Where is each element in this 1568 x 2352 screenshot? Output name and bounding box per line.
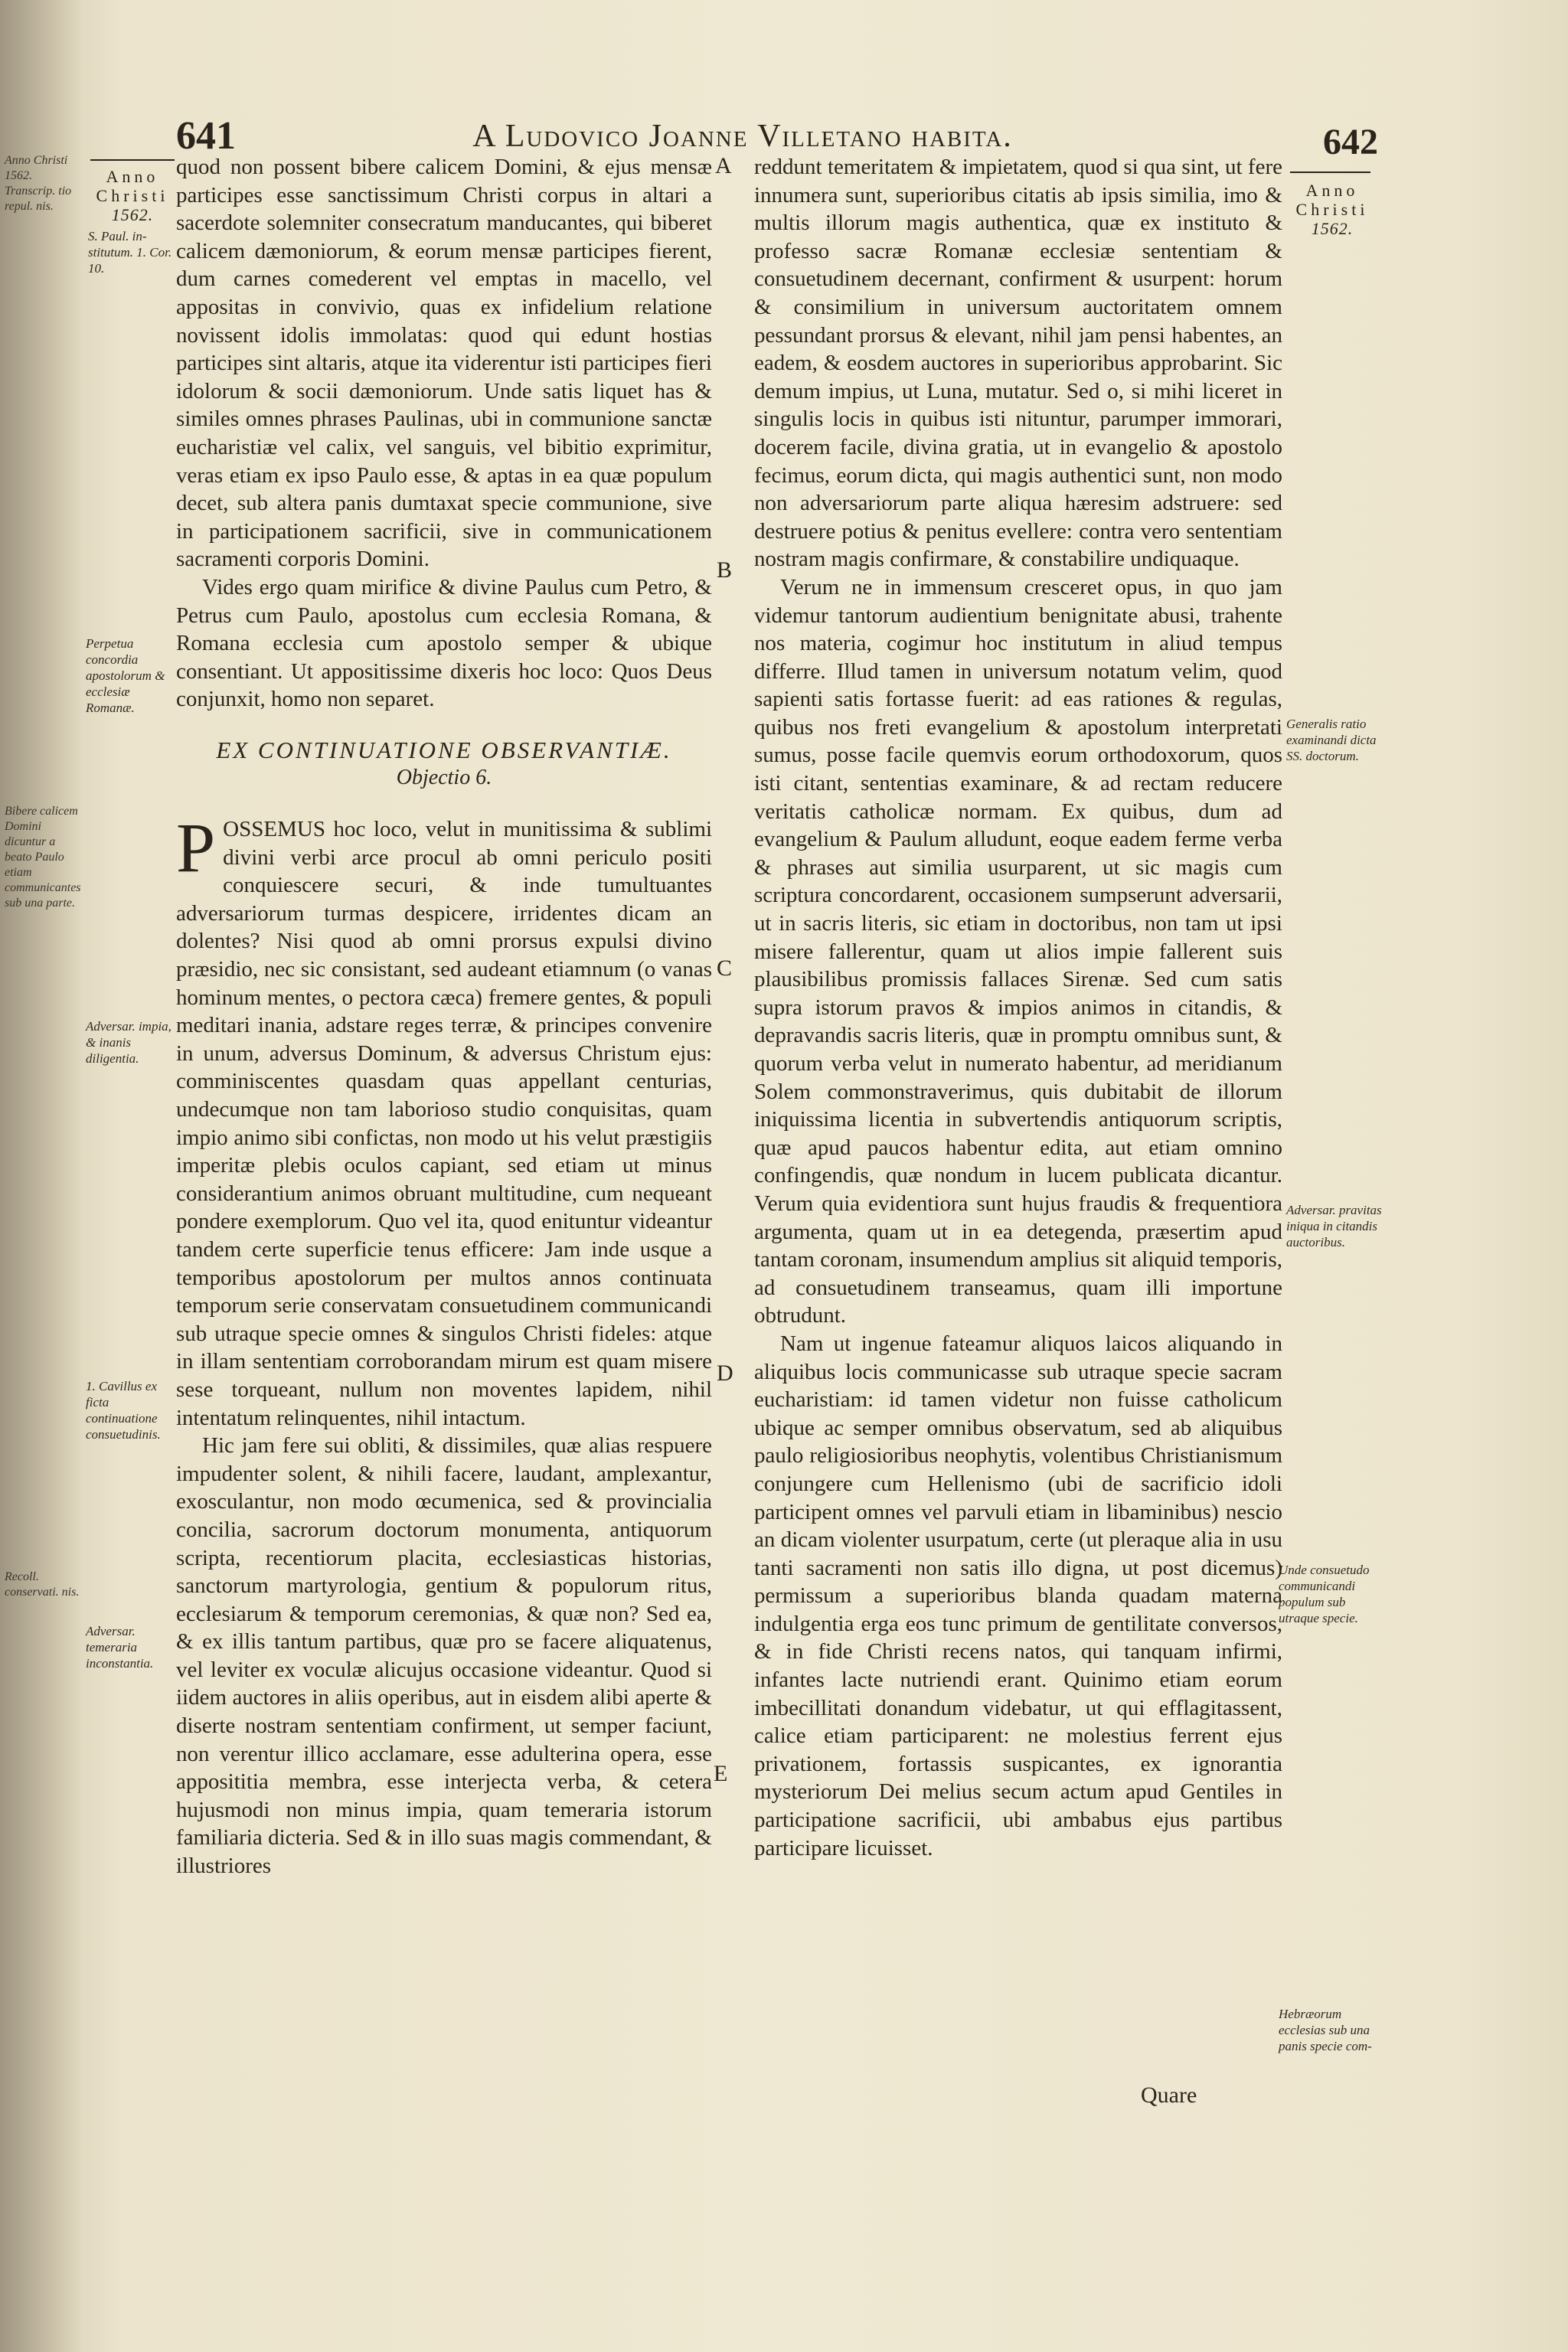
year-label-year: 1562. — [1311, 219, 1354, 238]
margin-note: Adversar. temeraria inconstantia. — [86, 1624, 154, 1671]
paragraph: Hic jam fere sui obliti, & dissimiles, quæ alias respuere impudenter solent, & nihili facere, laudant, amplexantur, exosculantur, non modo œcumenica, sed & provincialia concilia, sacrorum doctorum monumenta, antiquorum scripta, recentiorum placita, ecclesiasticas historias, sanctorum martyrologia, gentium & populorum ritus, ecclesiarum & temporum ceremonias, & quæ non? Sed ea, & ex illis tantum partibus, quæ pro se facere aliquatenus, vel leviter ex voculæ alicujus occasione videantur. Quod si iidem auctores in aliis operibus, aut in eisdem alibi aperte & diserte nostram sententiam confirment, ut semper faciunt, non verentur illico acclamare, esse adulterina opera, esse apposititia membra, esse interjecta verba, & cetera hujusmodi non minus impia, quam temeraria istorum familiaria dicteria. Sed & in illo suas magis commendant, & illustriores — [176, 1433, 712, 1879]
section-letter-a: A — [715, 153, 732, 178]
margin-note: Unde consuetudo communicandi populum sub utraque specie. — [1279, 1563, 1370, 1625]
section-letter-b: B — [717, 557, 733, 583]
paragraph: quod non possent bibere calicem Domini, & ejus mensæ participes esse sanctissimum Christi corpus in altari a sacerdote solemniter consecratum manducantes, qui biberet calicem dæmoniorum, & eorum mensæ participes fierent, dum carnes comederent vel emptas in macello, vel appositas in convivio, quas ex infidelium relatione novissent idolis immolatas: quod qui edunt hostias participes sint altaris, atque ita viderentur isti participes fieri idolorum & socii dæmoniorum. Unde satis liquet has & similes omnes phrases Paulinas, ubi in communione sanctæ eucharistiæ vel calix, vel sanguis, vel bibitio exprimitur, veras etiam ex ipso Paulo esse, & aptas in ea quæ populum decet, sub altera panis dumtaxat specie communione, sive in participationem sacrificii, sive in communicationem sacramenti corporis Domini. — [176, 155, 712, 572]
paragraph: Verum ne in immensum cresceret opus, in quo jam videmur tantorum audientium benignitate abusi, trahente nos materia, cogimur hoc institutum in aliud tempus differre. Illud tamen in universum notatum velim, quod sapienti satis fortasse fuerit: ad eas rationes & regulas, quibus nos freti evangelium & apostolum interpretati sumus, posse facile quemvis eorum orthodoxorum, quos isti citant, sententias examinare, & ad rectam reducere veritatis catholicæ normam. Ex quibus, dum ad evangelium & Paulum alludunt, eoque eadem ferme verba & phrases aut similia usurparent, ut sic magis cum scriptura concordarent, occasionem sumpserunt adversarii, ut in sacris literis, sic etiam in doctoribus, non tam ut ipsi misere fallerentur, quam ut alios impie fallerent suis plausibilibus promissis fallaces Sirenæ. Sed cum satis supra istorum pravos & impios animos in citandis, & depravandis sacris literis, quæ in promptu omnibus sunt, & quorum verba velut in numerato habentur, ad meridianum Solem commonstraverimus, quis dubitabit de illorum iniquissima licentia in subvertendis antiquorum scriptis, quæ apud paucos habentur edita, aut etiam omnino confingendis, quæ nondum in lucem publicata dicantur. Verum quia evidentiora sunt hujus fraudis & frequentiora argumenta, quam ut in ea detegenda, præsertim apud tantam coronam, insumendum amplius sit aliquid temporis, ad consuetudinem transeamus, quam illi importune obtrudunt. — [754, 574, 1282, 1328]
margin-note: Adversar. impia, & inanis diligentia. — [86, 1019, 172, 1066]
section-title: EX CONTINUATIONE OBSERVANTIÆ. — [216, 736, 672, 763]
margin-note: Adversar. pravitas iniqua in citandis auctoribus. — [1286, 1203, 1382, 1250]
edge-note: Recoll. conservati. nis. — [5, 1570, 80, 1599]
drop-cap: P — [176, 808, 216, 887]
margin-note: Hebræorum ecclesias sub una panis specie com- — [1279, 2007, 1372, 2053]
section-letter-d: D — [717, 1361, 733, 1386]
section-letter-c: C — [717, 956, 733, 981]
margin-note: Generalis ratio examinandi dicta SS. doctorum. — [1286, 717, 1377, 763]
paragraph — [176, 808, 712, 1432]
left-page-number: 641 — [176, 114, 236, 158]
right-page-number: 642 — [1323, 122, 1378, 162]
margin-rule — [90, 159, 175, 161]
running-title: A Ludovico Joanne Villetano habita. — [472, 119, 1013, 154]
year-label-christi: Christi — [96, 186, 169, 205]
edge-note: Anno Christi 1562. Transcrip. tio repul. nis. — [5, 154, 72, 213]
catchword: Quare — [1141, 2082, 1197, 2108]
lead-word: OSSEMUS — [223, 817, 325, 842]
objection-heading: Objectio 6. — [396, 766, 492, 790]
margin-note: S. Paul. in-stitutum. 1. Cor. 10. — [88, 229, 172, 276]
margin-year-right — [1290, 181, 1374, 238]
paragraph: Vides ergo quam mirifice & divine Paulus cum Petro, & Petrus cum Paulo, apostolus cum ecclesia Romana, & Romana ecclesia cum apostolo semper & ubique consentiant. Ut appositissime dixeris hoc loco: Quos Deus conjunxit, homo non separet. — [176, 574, 712, 712]
margin-note: 1. Cavillus ex ficta continuatione consuetudinis. — [86, 1379, 161, 1442]
margin-rule — [1290, 172, 1370, 173]
left-text-column — [176, 153, 712, 1880]
right-text-column — [754, 153, 1282, 1862]
paragraph: reddunt temeritatem & impietatem, quod si qua sint, ut fere innumera sunt, superioribus citatis ab ipsis similia, imo & multis illorum magis authentica, quæ ex instituto & professo sacræ Romanæ ecclesiæ sententiam & consuetudinem decernant, confirment & usurpent: horum & consimilium in universum auctoritatem omnem pessundant prorsus & elevant, nihil jam pensi habentes, an eadem, & eosdem auctores in superioribus approbarint. Sic demum impius, ut Luna, mutatur. Sed o, si mihi liceret in singulis locis in quibus isti nituntur, parumper immorari, docerem facile, divina gratia, ut in evangelio & apostolo fecimus, eorum dicta, qui magis authentici sunt, non modo non adversariorum parte aliqua hæresim adstruere: sed destruere potius & penitus evellere: contra vero sententiam nostram magis confirmare, & constabilire undiquaque. — [754, 155, 1282, 572]
section-letter-e: E — [714, 1761, 728, 1786]
year-label-year: 1562. — [111, 205, 154, 224]
year-label-anno: Anno — [1305, 181, 1359, 200]
edge-note: Bibere calicem Domini dicuntur a beato Paulo etiam communicantes sub una parte. — [5, 805, 81, 910]
binding-gutter — [0, 0, 84, 2352]
paragraph: Nam ut ingenue fateamur aliquos laicos aliquando in aliquibus locis communicasse sub utraque specie sacram eucharistiam: id tamen videtur non fuisse catholicum ubique ac semper omnibus observatum, sed ab aliquibus paulo religiosioribus neophytis, volentibus Christianismum conjungere cum Hellenismo (ubi de sacrificio idoli participent omnes vel parvuli etiam in libaminibus) nescio an dicam violenter usurpatum, certe (ut pleraque alia in usu tanti sacramenti non satis illo digna, ut post dicemus) permissum a superioribus blanda quadam materna indulgentia erga eos tunc primum de gentilitate conversos, & in fide Christi recens natos, qui tanquam infirmi, infantes lacte nutriendi erant. Quinimo etiam eorum imbecillitati donandum videbatur, ut qui efflagitassent, calice etiam participarent: ne molestius ferrent ejus privationem, fortassis suspicantes, ex ignorantia mysteriorum Dei melius secum actum apud Gentiles in participatione sacrificii, ubi ambabus ejus partibus participare licuisset. — [754, 1331, 1282, 1860]
paragraph-body: hoc loco, velut in munitissima & sublimi divini verbi arce procul ab omni periculo positi conquiescere securi, & inde tumultuantes adversariorum turmas despicere, irridentes dicam an dolentes? Nisi quod ab omni prorsus expulsi divino præsidio, nec sic consistant, sed audeant etiamnum (o vanas hominum mentes, o pectora cæca) fremere gentes, & populi meditari inania, adstare reges terræ, & principes convenire in unum, adversus Dominum, & adversus Christum ejus: comminiscentes quasdam quas appellant centurias, undecumque non tam laborioso studio conquisitas, quam impio animo sibi confictas, non modo ut his velut præstigiis imperitæ plebis oculos capiant, sed etiam ut minus considerantium animos obruant multitudine, cum nequeant pondere exemplorum. Quo vel ita, quod enituntur videantur tandem certe superficie tenus efficere: Jam inde usque a temporibus apostolorum per multos annos continuata temporum serie conservatam consuetudinem communicandi sub utraque specie omnes & singulos Christi fideles: atque in illam sententiam corroborandam mirum est quam misere sese torqueant, nullum non moventes lapidem, nihil intentatum relinquentes, nihil intactum. — [176, 817, 712, 1430]
margin-note: Perpetua concordia apostolorum & ecclesiæ Romanæ. — [86, 636, 165, 715]
margin-year-left — [90, 167, 175, 224]
year-label-anno: Anno — [106, 167, 159, 186]
year-label-christi: Christi — [1295, 200, 1369, 219]
